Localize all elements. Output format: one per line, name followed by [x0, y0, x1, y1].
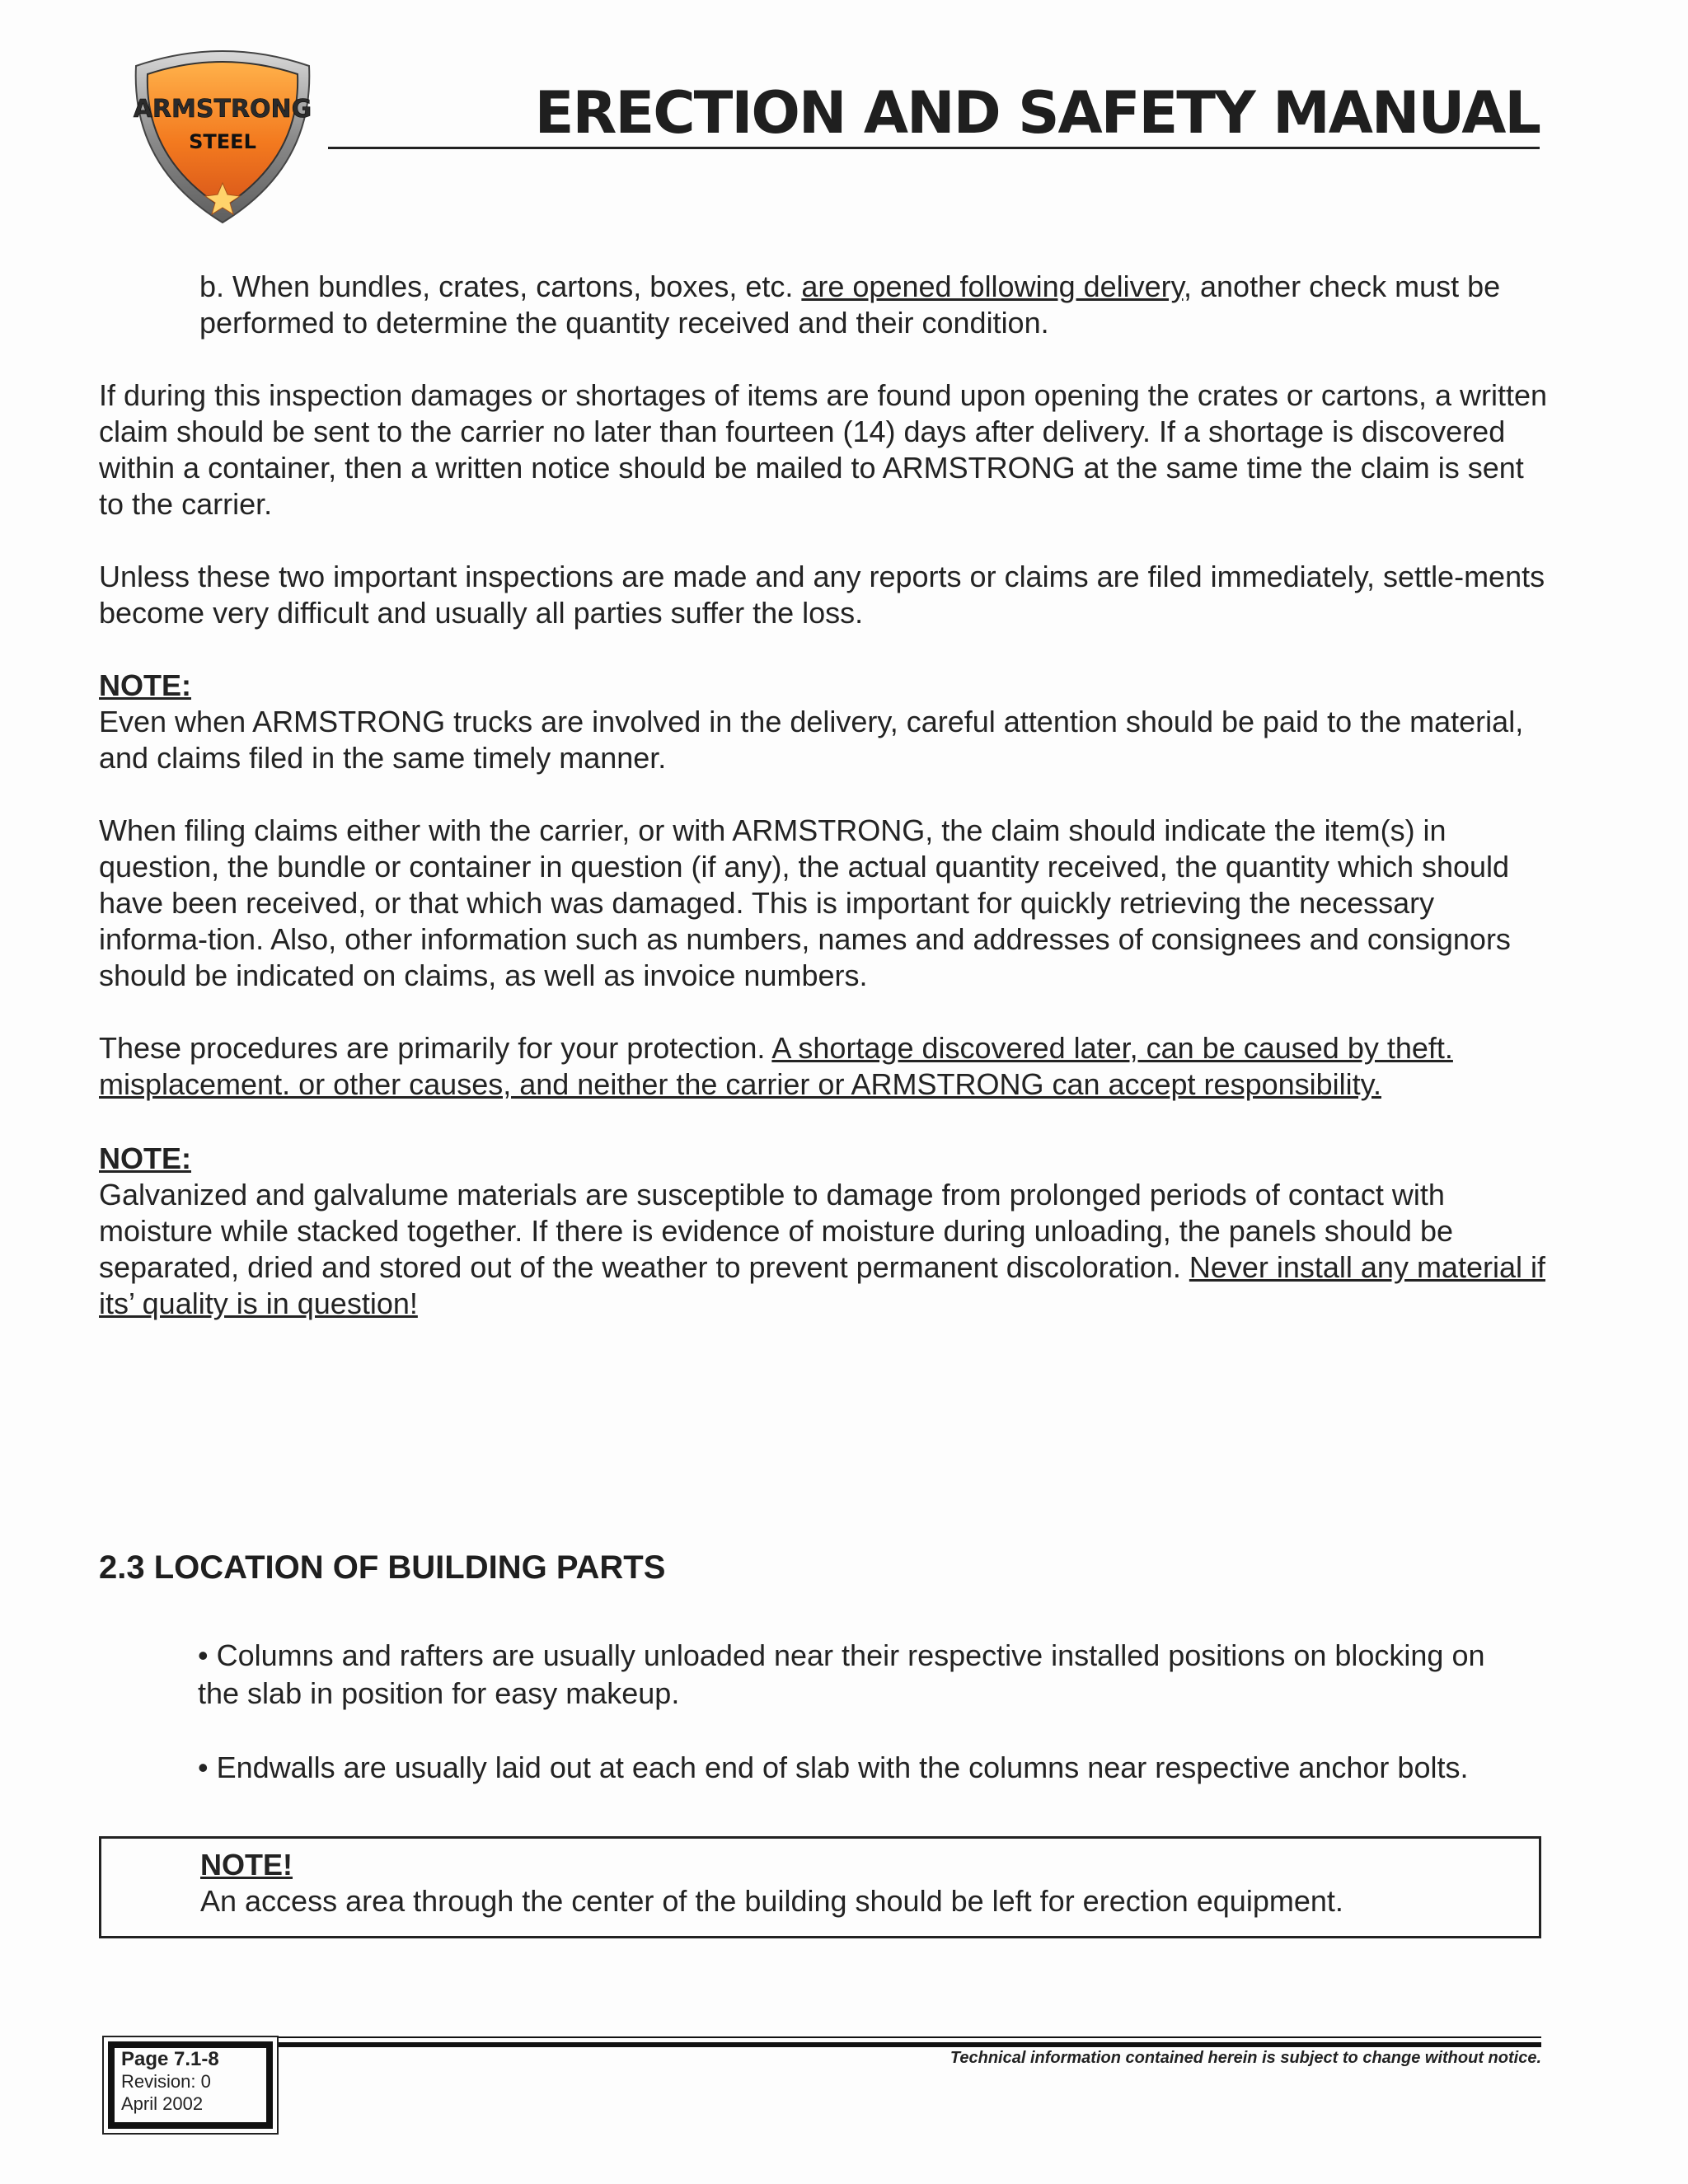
paragraph-b — [99, 269, 1550, 341]
page-number: Page 7.1-8 — [121, 2048, 219, 2070]
revision-date: April 2002 — [121, 2093, 204, 2114]
note-2-text: Galvanized and galvalume materials are susceptible to damage from prolonged periods of contact with moisture while stacked together. If there is evidence of moisture during unloading, the panels should be separated, dried and stored out of the weather to prevent permanent discoloration. — [99, 1178, 1453, 1284]
note-2 — [99, 1141, 1550, 1322]
paragraph-procedures — [99, 1030, 1550, 1103]
paragraph-inspection — [99, 377, 1550, 523]
paragraph-b-suffix: another check must be performed to determine the quantity received and their condition. — [199, 269, 1501, 340]
paragraph-claims-text: When filing claims either with the carrier, or with ARMSTRONG, the claim should indicate the item(s) in question, the bundle or container in question (if any), the actual quantity received, the quantity which should have been received, or that which was damaged. This is important for quickly retrieving the necessary informa-tion. Also, other information such as numbers, names and addresses of consignees and consignors should be indicated on claims, as well as invoice numbers. — [99, 813, 1511, 992]
armstrong-steel-logo — [128, 43, 317, 226]
bullet-item: • Endwalls are usually laid out at each end of slab with the columns near respective anchor bolts. — [198, 1750, 1469, 1784]
header-divider — [328, 147, 1540, 149]
paragraph-unless — [99, 559, 1550, 631]
footer-notice: Technical information contained herein is subject to change without notice. — [950, 2049, 1541, 2067]
note-1-text: Even when ARMSTRONG trucks are involved in the delivery, careful attention should be paid to the material, and claims filed in the same timely manner. — [99, 705, 1524, 775]
paragraph-procedures-prefix: These procedures are primarily for your protection. — [99, 1031, 772, 1065]
note-2-underlined: Never install any material if its’ quality is in question! — [99, 1250, 1545, 1320]
shield-star-icon — [128, 43, 317, 226]
footer-divider-thin — [277, 2036, 1541, 2038]
note-1 — [99, 668, 1550, 776]
revision: Revision: 0 — [121, 2071, 211, 2092]
footer-divider — [277, 2042, 1541, 2047]
page-info-box — [102, 2036, 279, 2135]
note-2-label: NOTE: — [99, 1141, 191, 1175]
paragraph-procedures-underlined: A shortage discovered later, can be caused by theft. misplacement. or other causes, and neither the carrier or ARMSTRONG can accept responsibility. — [99, 1031, 1453, 1101]
paragraph-b-prefix: b. When bundles, crates, cartons, boxes, etc. — [199, 269, 802, 303]
paragraph-claims — [99, 813, 1550, 994]
note-1-label: NOTE: — [99, 668, 191, 702]
logo-subtitle: STEEL — [189, 130, 256, 153]
paragraph-inspection-text: If during this inspection damages or shortages of items are found upon opening the crates or cartons, a written claim should be sent to the carrier no later than fourteen (14) days after delivery. If a shortage is discovered within a container, then a written notice should be mailed to ARMSTRONG at the same time the claim is sent to the carrier. — [99, 378, 1548, 521]
paragraph-b-underlined: are opened following delivery, — [801, 269, 1192, 303]
bullet-item: • Columns and rafters are usually unloaded near their respective installed positions on blocking on the slab in position for easy makeup. — [198, 1638, 1485, 1710]
paragraph-unless-text: Unless these two important inspections are made and any reports or claims are filed immediately, settle-ments become very difficult and usually all parties suffer the loss. — [99, 560, 1545, 630]
section-heading: 2.3 LOCATION OF BUILDING PARTS — [99, 1549, 666, 1586]
note-box-text: An access area through the center of the building should be left for erection equipment. — [200, 1884, 1343, 1918]
note-box-label: NOTE! — [200, 1848, 293, 1882]
logo-wordmark: ARMSTRONG — [133, 95, 312, 124]
note-box — [99, 1836, 1541, 1938]
bullet-list — [198, 1637, 1517, 1787]
document-title: ERECTION AND SAFETY MANUAL — [534, 79, 1540, 147]
